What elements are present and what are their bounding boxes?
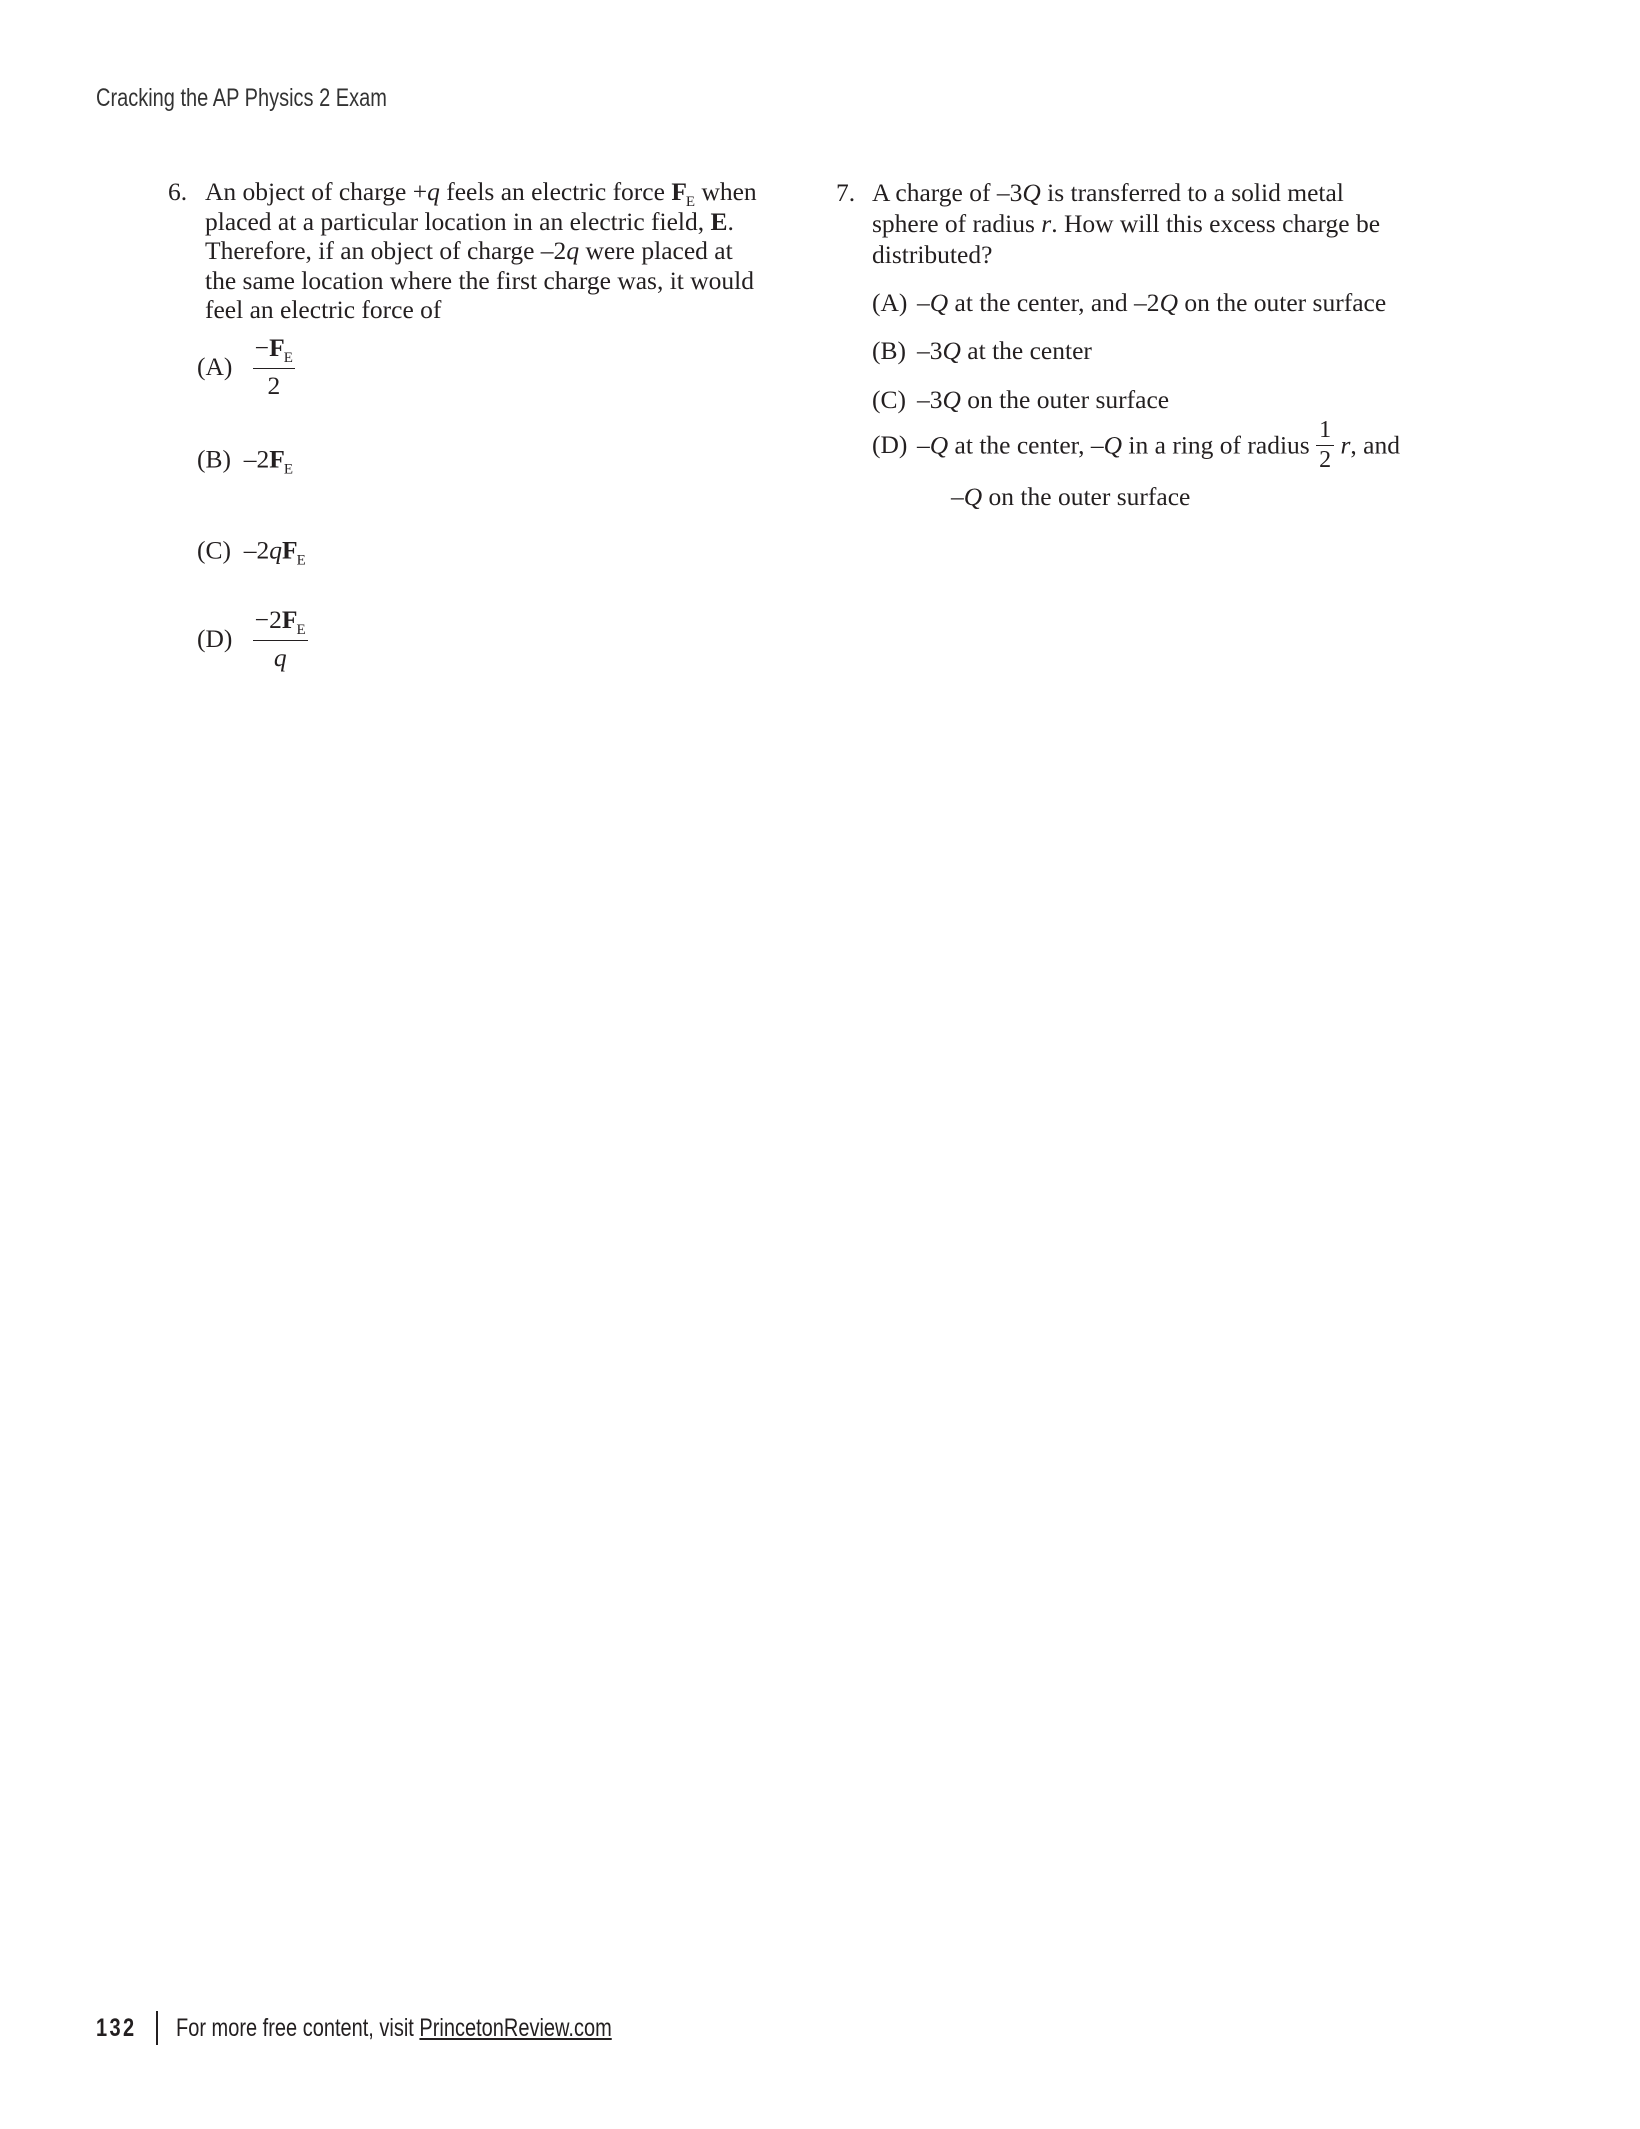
choice-label: (B) xyxy=(197,444,231,474)
question-text-line: placed at a particular location in an electric field, E. xyxy=(205,207,734,236)
choice-label: (B) xyxy=(872,336,906,365)
fraction: $\frac{-2F_E}{q}$ xyxy=(254,605,306,672)
question-number: 6. xyxy=(168,177,188,206)
choice-label: (D) xyxy=(872,430,908,460)
footer-divider xyxy=(156,2011,158,2045)
question-text-line: the same location where the first charge was, it would xyxy=(205,266,755,295)
question-text-line: Therefore, if an object of charge –2q were placed at xyxy=(205,236,733,265)
footer-text: For more free content, visit xyxy=(176,2014,420,2042)
fraction: $\frac{-F_E}{2}$ xyxy=(254,333,293,400)
running-title: Cracking the AP Physics 2 Exam xyxy=(96,84,387,112)
choice-label: (C) xyxy=(872,385,906,414)
answer-choice-d[interactable] xyxy=(197,607,308,671)
choice-label: (D) xyxy=(197,623,233,653)
answer-choice-b[interactable]: (B) $-2F_E$ xyxy=(197,444,293,478)
choice-label: (A) xyxy=(872,288,908,317)
answer-choice-d-continued: –Q on the outer surface xyxy=(951,482,1191,511)
answer-choice-c[interactable]: (C) –3Q on the outer surface xyxy=(872,385,1170,414)
question-text-line: An object of charge +q feels an electric force $F_E$ when xyxy=(205,177,757,210)
princeton-review-link[interactable]: PrincetonReview.com xyxy=(419,2014,612,2042)
answer-choice-a[interactable]: (A) –Q at the center, and –2Q on the outer surface xyxy=(872,288,1387,317)
running-header xyxy=(96,84,460,113)
question-text-line: sphere of radius r. How will this excess charge be xyxy=(872,209,1381,238)
answer-choice-b[interactable]: (B) –3Q at the center xyxy=(872,336,1092,365)
question-text-line: feel an electric force of xyxy=(205,295,442,324)
fraction-one-half: $\frac{1}{2}$ xyxy=(1316,418,1334,472)
page-number: 132 xyxy=(96,2014,137,2042)
answer-choice-a[interactable] xyxy=(197,335,295,399)
question-text-line: distributed? xyxy=(872,240,993,269)
answer-choice-c[interactable]: (C) $-2qF_E$ xyxy=(197,535,306,569)
choice-label: (C) xyxy=(197,535,231,565)
choice-label: (A) xyxy=(197,351,233,381)
question-number: 7. xyxy=(836,178,856,207)
answer-choice-d[interactable]: (D) –Q at the center, –Q in a ring of radius $\frac{1}{2}$ r, and xyxy=(872,417,1400,473)
question-text-line: A charge of –3Q is transferred to a solid metal xyxy=(872,178,1344,207)
